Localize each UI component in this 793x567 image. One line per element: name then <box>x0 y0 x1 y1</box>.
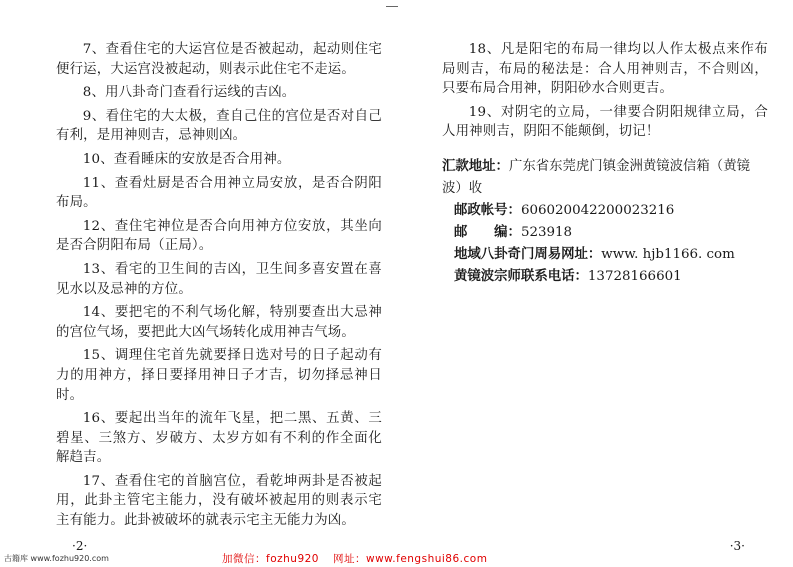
footer-source-left: 古籍库 www.fozhu920.com <box>4 554 109 563</box>
paragraph-15: 15、调理住宅首先就要择日选对号的日子起动有力的用神方，择日要择用神日子才吉，切勿择忌神日时。 <box>56 348 382 403</box>
right-page-body <box>442 40 768 288</box>
right-page <box>396 0 793 567</box>
contact-remit-address <box>442 156 768 200</box>
paragraph-8: 8、用八卦奇门查看行运线的吉凶。 <box>82 85 296 101</box>
contact-label: 汇款地址： <box>442 158 509 174</box>
paragraph-11: 11、查看灶厨是否合用神立局安放，是否合阴阳布局。 <box>56 175 382 211</box>
contact-value: 523918 <box>520 224 573 240</box>
paragraph-19: 19、对阴宅的立局，一律要合阴阳规律立局，合人用神则吉，阴阳不能颠倒，切记！ <box>442 104 768 140</box>
contact-value: 广东省东莞虎门镇金洲黄镜波信箱（黄镜波）收 <box>442 158 750 196</box>
page-number-left: ·2· <box>72 539 88 553</box>
left-page-body <box>56 40 382 535</box>
paragraph-9: 9、看住宅的大太极，查自己住的宫位是否对自己有利，是用神则吉，忌神则凶。 <box>56 108 382 144</box>
contact-label: 地域八卦奇门周易网址： <box>454 246 602 262</box>
footer-watermark <box>222 551 501 566</box>
contact-value: www. hjb1166. com <box>601 246 735 262</box>
paragraph-18: 18、凡是阳宅的布局一律均以人作太极点来作布局则吉，布局的秘法是：合人用神则吉，不合则凶，只要布局合用神，阴阳砂水合则更吉。 <box>442 42 768 97</box>
page-number-right: ·3· <box>729 539 745 553</box>
paragraph-17: 17、查看住宅的首脑宫位，看乾坤两卦是否被起用，此卦主管宅主能力，没有破坏被起用的则表示宅主有能力。此卦被破坏的就表示宅主无能力为凶。 <box>56 473 382 529</box>
paragraph-12: 12、查住宅神位是否合向用神方位安放，其坐向是否合阴阳布局（正局）。 <box>56 218 382 254</box>
paragraph-14: 14、要把宅的不利气场化解，特别要查出大忌神的宫位气场，要把此大凶气场转化成用神吉气场。 <box>56 305 382 340</box>
paragraph-16: 16、要起出当年的流年飞星，把二黑、五黄、三碧星、三煞方、岁破方、太岁方如有不利的作全面化解趋吉。 <box>56 411 382 466</box>
footer-website: 网址：www.fengshui86.com <box>332 553 488 565</box>
paragraph-13: 13、看宅的卫生间的吉凶，卫生间多喜安置在喜见水以及忌神的方位。 <box>56 261 382 297</box>
contact-postal-account <box>442 200 768 222</box>
contact-block <box>442 156 768 288</box>
paragraph-10: 10、查看睡床的安放是否合用神。 <box>82 151 291 167</box>
contact-postcode <box>442 222 768 244</box>
left-page <box>0 0 396 567</box>
footer-wechat: 加微信：fozhu920 <box>222 553 319 565</box>
contact-phone <box>442 266 768 288</box>
contact-website <box>442 244 768 266</box>
contact-value: 606020042200023216 <box>520 202 675 218</box>
contact-label: 邮政帐号： <box>454 202 521 218</box>
paragraph-7: 7、查看住宅的大运宫位是否被起动，起动则住宅便行运，大运宫没被起动，则表示此住宅不走运。 <box>56 42 382 77</box>
contact-label: 邮 编： <box>454 224 521 240</box>
contact-value: 13728166601 <box>587 268 682 284</box>
contact-label: 黄镜波宗师联系电话： <box>454 268 588 284</box>
